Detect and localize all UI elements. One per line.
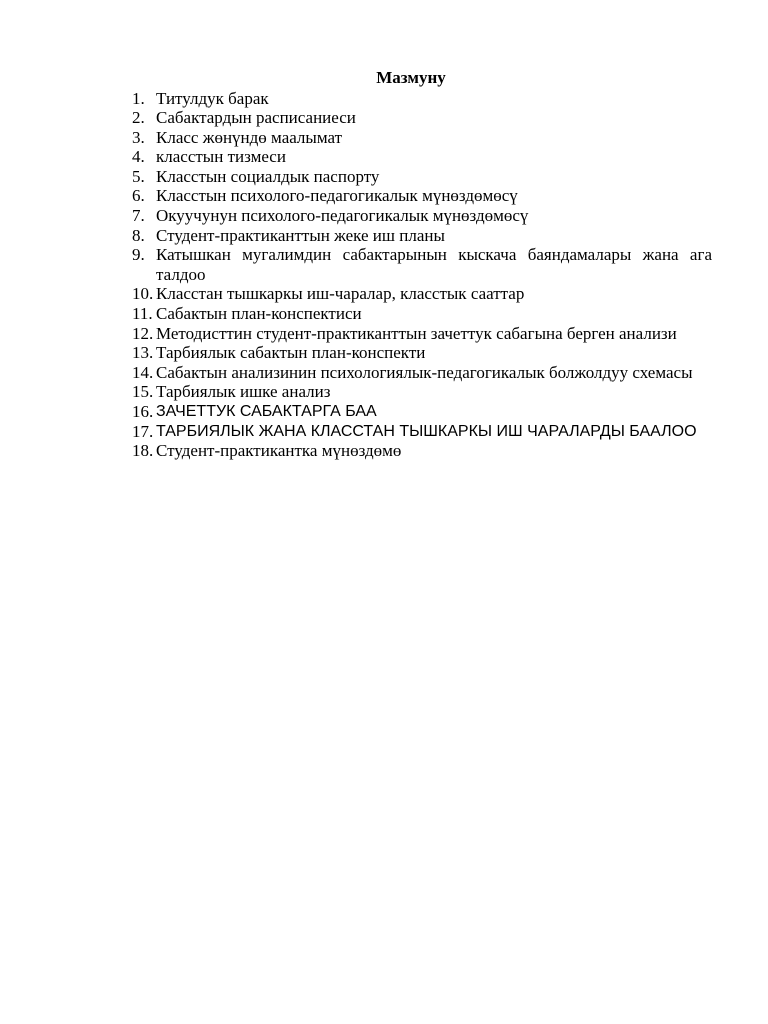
toc-item-text: Студент-практикантка мүнөздөмө (156, 441, 402, 461)
toc-item-number: 11. (132, 304, 153, 324)
toc-item-1 (132, 89, 712, 109)
toc-item-text: Катышкан мугалимдин сабактарынын кыскача баяндамалары жана ага талдоо (156, 245, 712, 284)
toc-item-5 (132, 167, 712, 187)
toc-item-text: Класстын социалдык паспорту (156, 166, 380, 186)
toc-item-12 (132, 324, 712, 344)
toc-item-number: 9. (132, 245, 145, 265)
toc-item-number: 15. (132, 382, 154, 402)
table-of-contents (132, 89, 712, 461)
toc-item-text: Тарбиялык ишке анализ (156, 382, 331, 402)
toc-item-number: 7. (132, 206, 145, 226)
toc-item-number: 6. (132, 186, 145, 206)
toc-item-number: 1. (132, 88, 145, 108)
toc-item-11 (132, 304, 712, 324)
toc-item-text: ЗАЧЕТТУК САБАКТАРГА БАА (156, 403, 377, 420)
toc-item-text: Класс жөнүндө маалымат (156, 127, 343, 147)
toc-item-18 (132, 441, 712, 461)
toc-item-text: Класстан тышкаркы иш-чаралар, класстык сааттар (156, 284, 525, 304)
toc-item-4 (132, 147, 712, 167)
toc-item-number: 17. (132, 421, 154, 441)
toc-item-text: Сабактын анализинин психологиялык-педагогикалык болжолдуу схемасы (156, 362, 693, 382)
toc-item-number: 8. (132, 225, 145, 245)
toc-item-7 (132, 206, 712, 226)
toc-item-number: 2. (132, 108, 145, 128)
toc-item-6 (132, 186, 712, 206)
toc-item-number: 12. (132, 323, 154, 343)
toc-item-8 (132, 226, 712, 246)
toc-item-text: Титулдук барак (156, 88, 269, 108)
toc-item-text: Окуучунун психолого-педагогикалык мүнөздөмөсү (156, 206, 529, 226)
toc-item-number: 14. (132, 362, 154, 382)
toc-item-number: 16. (132, 402, 154, 421)
toc-item-17 (132, 422, 712, 442)
toc-item-number: 4. (132, 147, 145, 167)
toc-item-9 (132, 245, 712, 284)
toc-item-16 (132, 402, 712, 422)
toc-item-text: класстын тизмеси (156, 147, 286, 167)
toc-item-14 (132, 363, 712, 383)
toc-item-15 (132, 382, 712, 402)
toc-item-number: 18. (132, 441, 154, 461)
toc-item-3 (132, 128, 712, 148)
toc-item-text: Класстын психолого-педагогикалык мүнөздөмөсү (156, 186, 518, 206)
toc-item-text: ТАРБИЯЛЫК ЖАНА КЛАССТАН ТЫШКАРКЫ ИШ ЧАРАЛАРДЫ БААЛОО (156, 422, 697, 440)
toc-item-2 (132, 108, 712, 128)
toc-item-number: 10. (132, 284, 154, 304)
toc-item-text: Сабактардын расписаниеси (156, 108, 356, 128)
toc-item-text: Тарбиялык сабактын план-конспекти (156, 343, 426, 363)
toc-item-number: 13. (132, 343, 154, 363)
toc-item-13 (132, 343, 712, 363)
toc-item-10 (132, 284, 712, 304)
toc-item-text: Сабактын план-конспектиси (156, 304, 362, 324)
toc-item-text: Студент-практиканттын жеке иш планы (156, 225, 445, 245)
toc-item-number: 3. (132, 127, 145, 147)
toc-item-text: Методисттин студент-практиканттын зачеттук сабагына берген анализи (156, 323, 677, 343)
toc-item-number: 5. (132, 166, 145, 186)
page-title: Мазмуну (376, 68, 446, 87)
